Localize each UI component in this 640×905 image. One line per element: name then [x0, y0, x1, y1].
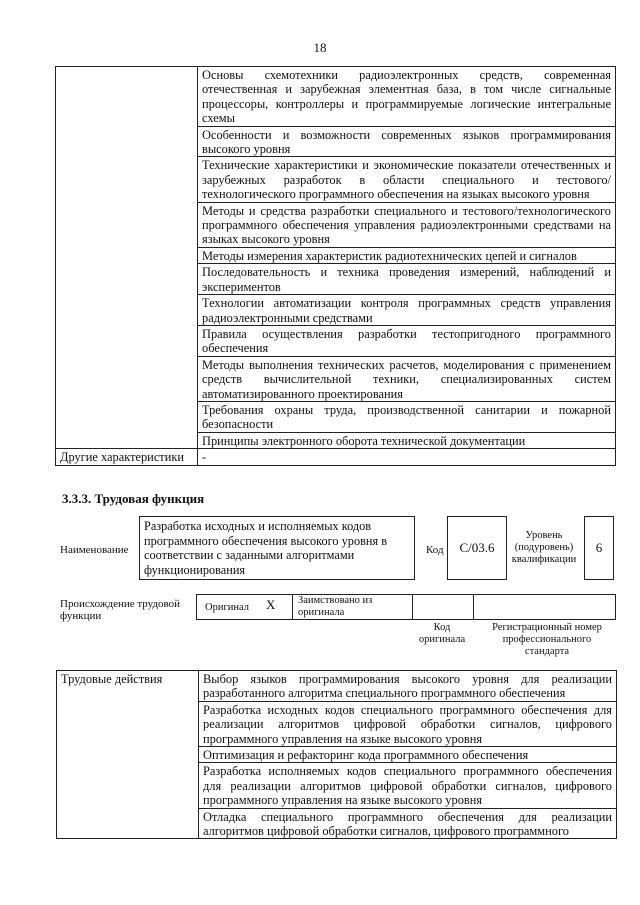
knowledge-item: Основы схемотехники радиоэлектронных средств, современная отечественная и зарубежная элементная база, в том числе сигнальные процессоры, контроллеры и программируемые логические интегральные схемы [198, 67, 616, 127]
labor-actions-table [56, 670, 617, 839]
registration-caption: Регистрационный номер профессионального стандарта [492, 622, 602, 657]
function-code: C/03.6 [447, 516, 507, 580]
name-label: Наименование [60, 544, 129, 556]
original-mark: X [266, 597, 276, 612]
borrowed-label: Заимствовано из оригинала [298, 595, 373, 618]
code-origin-caption: Код оригинала [418, 622, 466, 645]
other-characteristics-label: Другие характеристики [56, 449, 198, 465]
knowledge-table [55, 66, 616, 466]
knowledge-item: Технические характеристики и экономические показатели отечественных и зарубежных разработок в области специального и тестового/технологического программного обеспечения на языках высокого уровня [198, 157, 616, 202]
knowledge-item: Особенности и возможности современных языков программирования высокого уровня [198, 126, 616, 157]
original-label: Оригинал [205, 602, 249, 613]
labor-actions-label: Трудовые действия [57, 671, 199, 839]
knowledge-item: Последовательность и техника проведения измерений, наблюдений и экспериментов [198, 264, 616, 295]
table-row [57, 671, 617, 702]
knowledge-item: Правила осуществления разработки тестопригодного программного обеспечения [198, 325, 616, 356]
labor-action-item: Отладка специального программного обеспечения для реализации алгоритмов цифровой обработки сигналов, цифрового программного [199, 808, 617, 839]
labor-action-item: Разработка исходных кодов специального программного обеспечения для реализации алгоритмов цифровой обработки сигналов, цифрового программного управления на языке высокого уровня [199, 701, 617, 746]
knowledge-item: Методы и средства разработки специального и тестового/технологического программного обеспечения управления радиоэлектронными средствами на языках высокого уровня [198, 202, 616, 247]
knowledge-item: Требования охраны труда, производственной санитарии и пожарной безопасности [198, 401, 616, 432]
table-row [56, 67, 616, 127]
label-cell [56, 67, 198, 449]
level-label: Уровень (подуровень) квалификации [511, 530, 577, 565]
table-row [56, 449, 616, 465]
knowledge-item: Методы измерения характеристик радиотехнических цепей и сигналов [198, 247, 616, 263]
labor-action-item: Разработка исполняемых кодов специального программного обеспечения для реализации алгоритмов цифровой обработки сигналов, цифрового программного управления на языке высокого уровня [199, 763, 617, 808]
knowledge-item: Технологии автоматизации контроля программных средств управления радиоэлектронными средствами [198, 295, 616, 326]
qualification-level: 6 [584, 516, 614, 580]
function-name: Разработка исходных и исполняемых кодов программного обеспечения высокого уровня в соответствии с заданными алгоритмами функционирования [139, 516, 415, 580]
other-characteristics-value: - [198, 449, 616, 465]
labor-action-item: Оптимизация и рефакторинг кода программного обеспечения [199, 747, 617, 763]
code-label: Код [426, 544, 444, 556]
knowledge-item: Методы выполнения технических расчетов, моделирования с применением средств вычислительной техники, специализированных систем автоматизированного проектирования [198, 356, 616, 401]
page-number: 18 [313, 40, 327, 55]
labor-action-item: Выбор языков программирования высокого уровня для реализации разработанного алгоритма специального программного обеспечения [199, 671, 617, 702]
knowledge-item: Принципы электронного оборота технической документации [198, 432, 616, 448]
origin-label: Происхождение трудовой функции [60, 598, 181, 622]
section-title: 3.3.3. Трудовая функция [62, 491, 205, 506]
